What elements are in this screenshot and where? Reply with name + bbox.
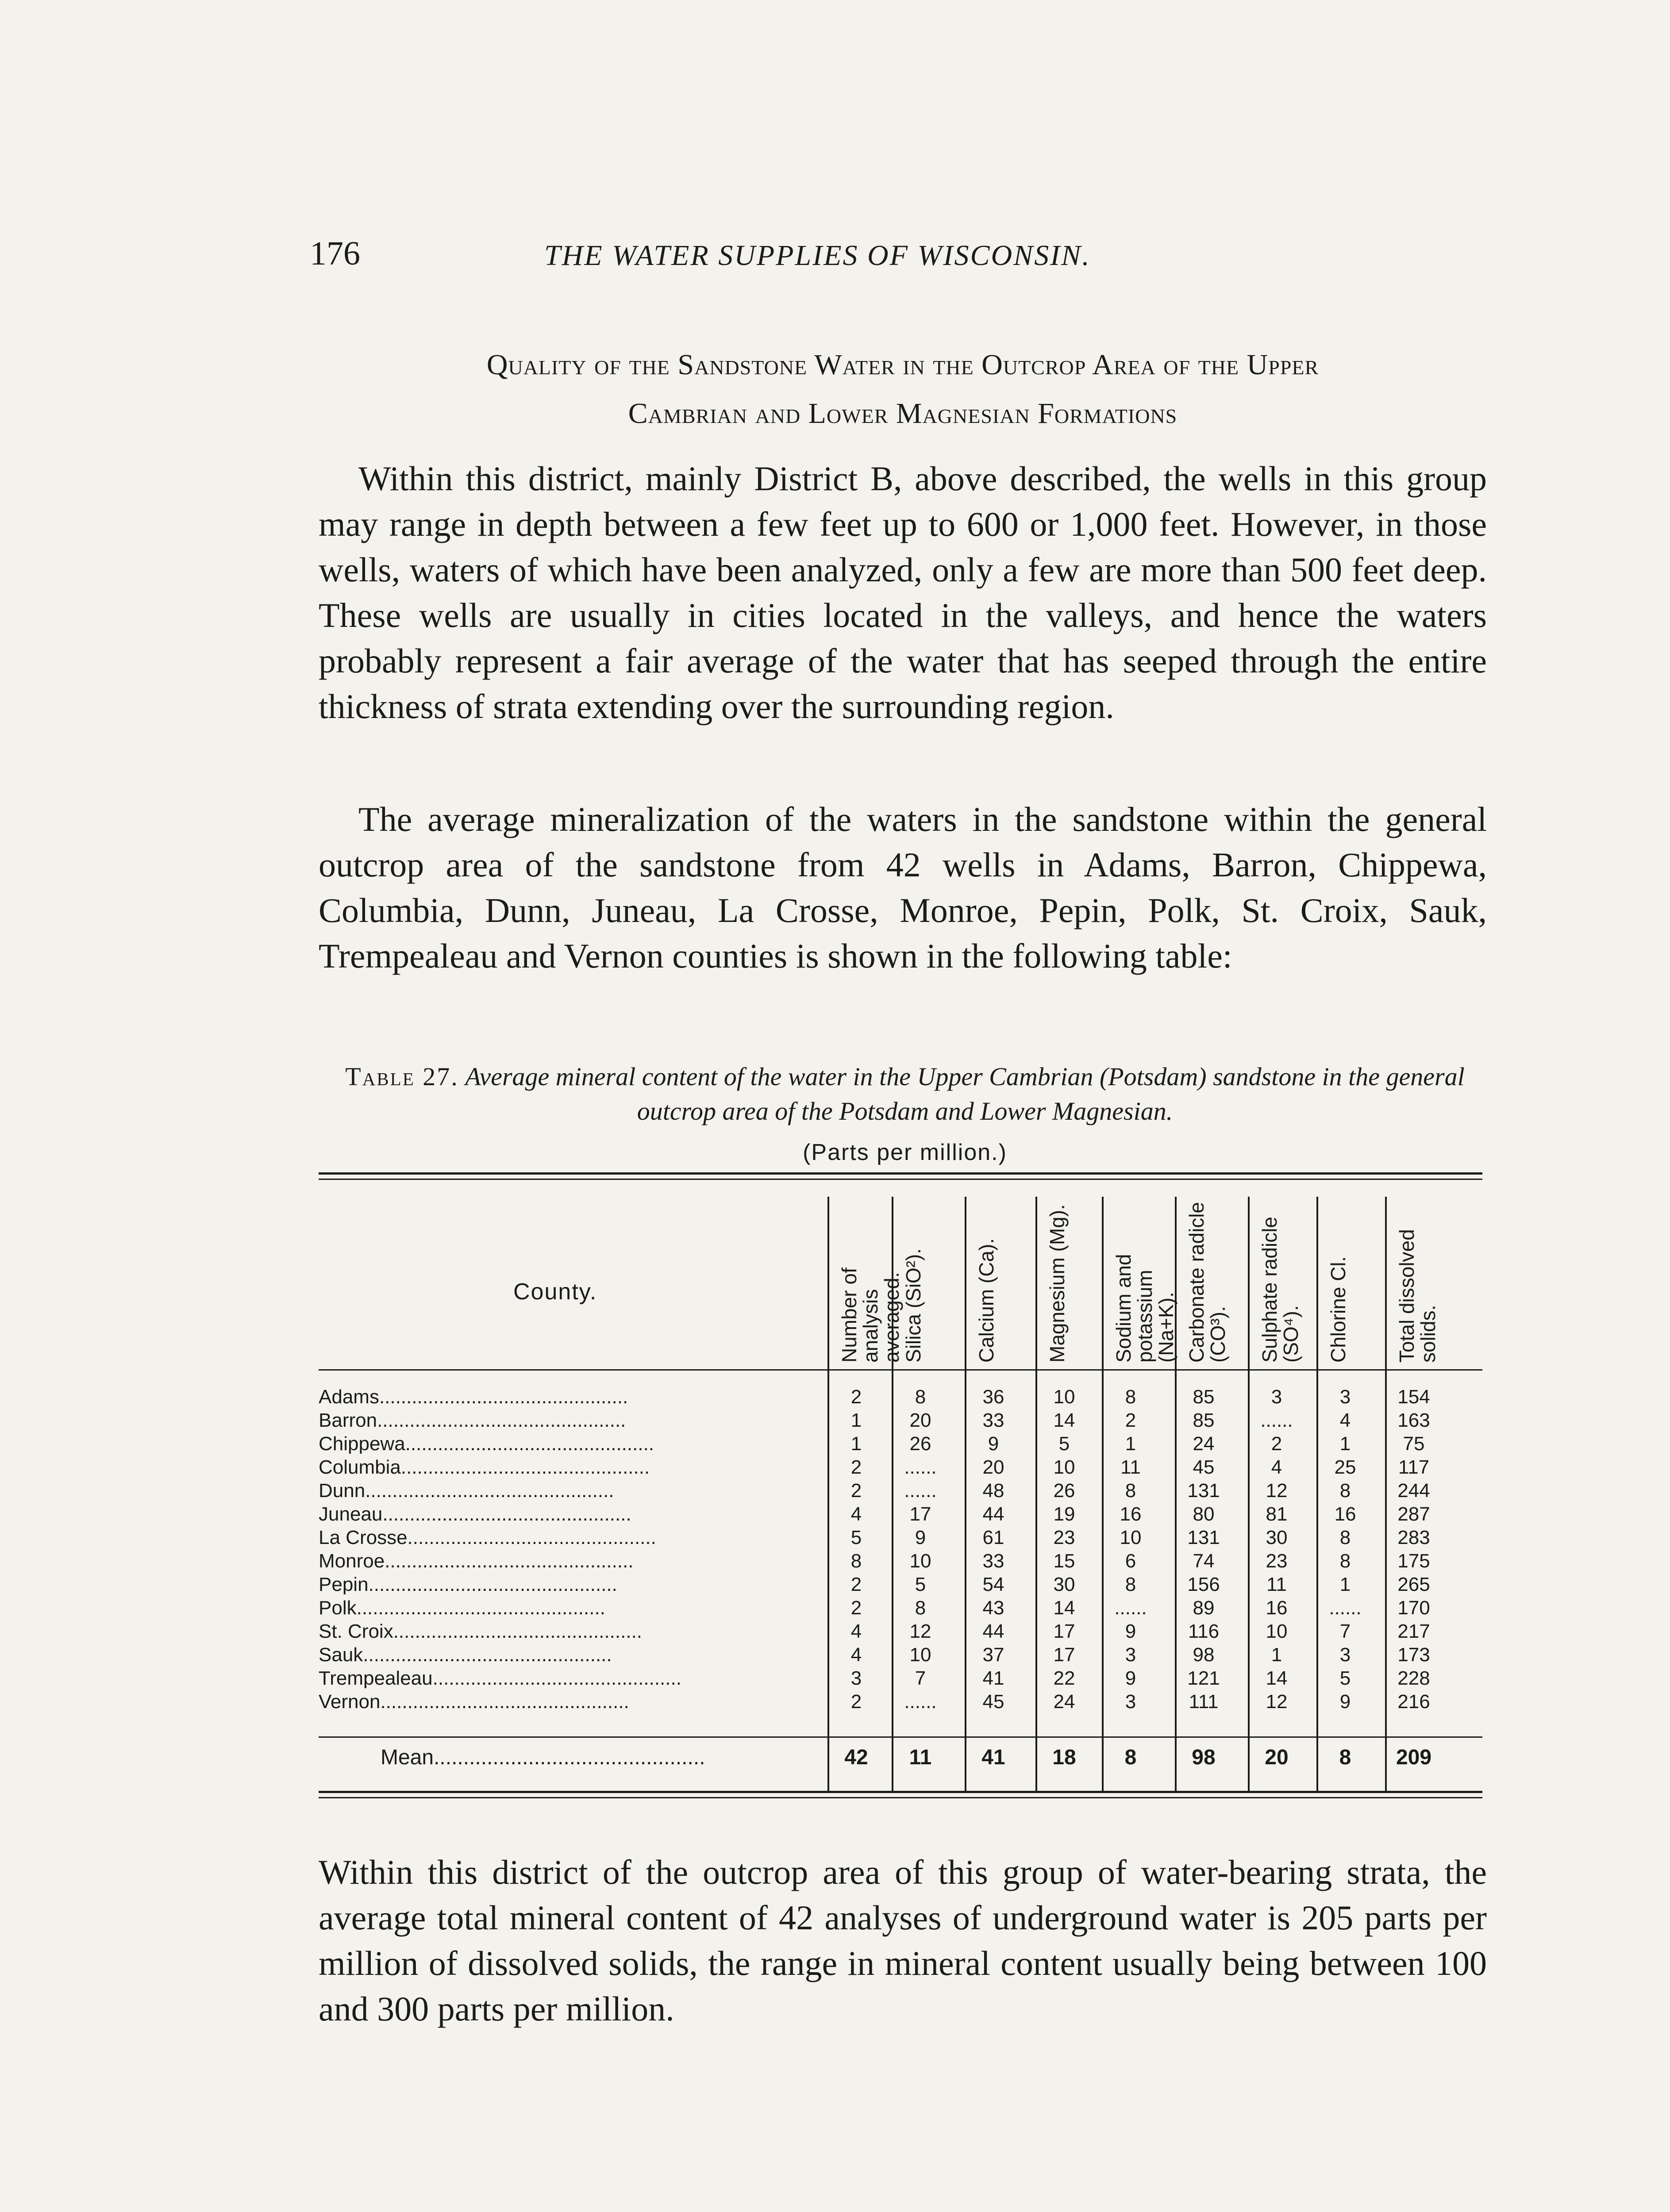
table-cell: 3 [1271,1386,1282,1408]
table-cell: 7 [1339,1621,1351,1642]
table-cell: 23 [1266,1550,1288,1572]
table-cell: 16 [1334,1503,1356,1525]
county-name: Adams.............................................. [319,1387,628,1407]
table-top-rule-2 [319,1179,1482,1180]
table-row [319,1692,1482,1712]
table-cell: 14 [1266,1667,1288,1689]
mean-cell: 20 [1265,1746,1289,1769]
table-cell: 33 [982,1550,1004,1572]
table-cell: 2 [850,1574,862,1595]
table-row [319,1457,1482,1477]
county-name: Chippewa.............................................. [319,1434,654,1454]
table-cell: 9 [988,1433,999,1455]
table-cell: 61 [982,1527,1004,1548]
table-row [319,1645,1482,1665]
table-cell: 131 [1187,1480,1220,1502]
table-row [319,1528,1482,1548]
table-cell: 7 [915,1667,926,1689]
table-cell: 283 [1397,1527,1430,1548]
table-cell: 5 [1339,1667,1351,1689]
table-cell: 12 [1266,1480,1288,1502]
table-cell: 116 [1188,1621,1220,1642]
table-cell: 1 [1271,1644,1282,1666]
table-cell: 3 [1125,1691,1136,1713]
table-cell: 4 [850,1503,862,1525]
table-cell: 16 [1266,1597,1288,1619]
table-row [319,1434,1482,1454]
table-row [319,1575,1482,1594]
table-cell: 44 [982,1621,1004,1642]
table-cell: 8 [1339,1550,1351,1572]
table-cell: 45 [1193,1456,1215,1478]
mean-cell: 8 [1124,1746,1137,1769]
table-cell: 4 [1271,1456,1282,1478]
table-cell: 54 [982,1574,1004,1595]
table-cell: 5 [850,1527,862,1548]
table-cell: 26 [909,1433,931,1455]
table-cell: 3 [1125,1644,1136,1666]
table-cell: 10 [909,1550,931,1572]
table-cell: 2 [850,1691,862,1713]
table-cell: 11 [1266,1574,1287,1595]
table-cell: 24 [1193,1433,1215,1455]
table-cell: 89 [1193,1597,1215,1619]
table-cell: 5 [915,1574,926,1595]
mean-cell: 18 [1052,1746,1076,1769]
table-cell: 10 [1120,1527,1142,1548]
table-caption [319,1060,1491,1129]
table-cell: 1 [1339,1433,1351,1455]
table-cell: 1 [850,1409,862,1431]
mean-cell: 98 [1192,1746,1216,1769]
table-cell: 2 [850,1597,862,1619]
county-name: Vernon.............................................. [319,1692,629,1712]
table-cell: 74 [1193,1550,1215,1572]
table-cell: 175 [1397,1550,1430,1572]
column-header: Number of analysis averaged. [838,1267,903,1363]
county-name: La Crosse.............................................. [319,1528,656,1548]
county-name: St. Croix.............................................. [319,1621,643,1641]
paragraph-1: Within this district, mainly District B, above described, the wells in this group may range in depth between a few feet up to 600 or 1,000 feet. However, in those wells, waters of which have been analyzed, only a few are more than 500 feet deep. These wells are usually in cities located in the valleys, and hence the waters probably represent a fair average of the water that has seeped through the entire thickness of strata extending over the surrounding region. [319,459,1487,726]
table-cell: 33 [982,1409,1004,1431]
mean-cell: 209 [1396,1746,1432,1769]
table-row [319,1668,1482,1688]
table-cell: 9 [1125,1667,1136,1689]
table-cell: 22 [1053,1667,1075,1689]
table-bottom-rule-2 [319,1797,1482,1798]
table-cell: 12 [1266,1691,1288,1713]
column-header: Total dissolved solids. [1395,1229,1439,1363]
mean-label: Mean.............................................. [381,1746,705,1769]
county-name: Pepin.............................................. [319,1575,617,1594]
table-cell: 43 [982,1597,1004,1619]
table-cell: 117 [1398,1456,1430,1478]
county-name: Columbia.............................................. [319,1457,650,1477]
table-cell: 36 [982,1386,1004,1408]
table-cell: 4 [850,1644,862,1666]
table-cell: 2 [1271,1433,1282,1455]
table-cell: 10 [1266,1621,1288,1642]
running-title: THE WATER SUPPLIES OF WISCONSIN. [544,239,1091,272]
table-units: (Parts per million.) [803,1140,1007,1165]
table-cell: 2 [850,1456,862,1478]
table-cell: 11 [1120,1456,1141,1478]
paragraph-3: Within this district of the outcrop area of this group of water-bearing strata, the average total mineral content of 42 analyses of underground water is 205 parts per million of dissolved solids, the range in mineral content usually being between 100 and 300 parts per million. [319,1853,1487,2028]
table-cell: 4 [850,1621,862,1642]
table-mean-rule [319,1736,1482,1738]
county-column-header: County. [513,1279,597,1305]
table-cell: 5 [1058,1433,1070,1455]
mineral-table [319,1172,1482,1805]
table-cell: 265 [1397,1574,1430,1595]
table-cell: 8 [1125,1574,1136,1595]
table-cell: 45 [982,1691,1004,1713]
table-row [319,1481,1482,1501]
table-row [319,1551,1482,1571]
column-header: Calcium (Ca). [975,1238,998,1363]
table-cell: 85 [1193,1409,1215,1431]
county-name: Dunn.............................................. [319,1481,614,1501]
table-cell: ...... [1114,1597,1147,1619]
county-name: Sauk.............................................. [319,1645,612,1665]
table-cell: 156 [1187,1574,1220,1595]
table-cell: 9 [1125,1621,1136,1642]
table-cell: ...... [904,1691,937,1713]
county-name: Trempealeau.............................................. [319,1668,681,1688]
table-row [319,1598,1482,1618]
table-cell: 3 [850,1667,862,1689]
table-cell: 228 [1397,1667,1430,1689]
table-cell: 173 [1397,1644,1430,1666]
table-cell: 111 [1189,1691,1219,1713]
section-title-line-2: Cambrian and Lower Magnesian Formations [628,397,1177,430]
table-row [319,1504,1482,1524]
table-cell: 41 [982,1667,1004,1689]
table-header-rule [319,1369,1482,1371]
table-cell: 17 [909,1503,931,1525]
table-cell: 3 [1339,1644,1351,1666]
table-cell: 15 [1053,1550,1075,1572]
mean-cell: 11 [909,1746,932,1769]
table-cell: 44 [982,1503,1004,1525]
table-cell: ...... [1260,1409,1293,1431]
table-cell: 1 [850,1433,862,1455]
table-cell: 80 [1193,1503,1215,1525]
table-cell: 10 [1053,1456,1075,1478]
table-cell: 121 [1187,1667,1220,1689]
table-cell: 6 [1125,1550,1136,1572]
table-cell: 48 [982,1480,1004,1502]
table-cell: 8 [1125,1386,1136,1408]
table-cell: 2 [1125,1409,1136,1431]
table-cell: 2 [850,1480,862,1502]
mean-cell: 8 [1339,1746,1351,1769]
table-cell: 16 [1120,1503,1142,1525]
table-cell: 20 [909,1409,931,1431]
table-cell: 30 [1053,1574,1075,1595]
table-cell: 8 [915,1386,926,1408]
table-cell: 23 [1053,1527,1075,1548]
table-cell: 30 [1266,1527,1288,1548]
page-number: 176 [310,235,360,272]
paragraph-2: The average mineralization of the waters in the sandstone within the general outcrop area of the sandstone from 42 wells in Adams, Barron, Chippewa, Columbia, Dunn, Juneau, La Crosse, Monroe, Pepin, Polk, St. Croix, Sauk, Trempealeau and Vernon counties is shown in the following table: [319,800,1487,975]
table-row [319,1621,1482,1641]
table-cell: 8 [915,1597,926,1619]
section-title [310,341,1496,438]
table-cell: 37 [982,1644,1004,1666]
table-cell: 4 [1339,1409,1351,1431]
column-header: Sodium and potassium (Na+K). [1112,1254,1177,1363]
table-cell: 81 [1266,1503,1288,1525]
table-cell: 8 [1125,1480,1136,1502]
table-cell: 75 [1403,1433,1425,1455]
county-name: Juneau.............................................. [319,1504,631,1524]
table-cell: ...... [904,1480,937,1502]
table-cell: 19 [1053,1503,1075,1525]
table-caption-text: Average mineral content of the water in the Upper Cambrian (Potsdam) sandstone in the general outcrop area of the Potsdam and Lower Magnesian. [465,1062,1465,1125]
table-cell: 217 [1397,1621,1430,1642]
table-top-rule [319,1172,1482,1175]
table-row [319,1387,1482,1407]
table-cell: 163 [1397,1409,1430,1431]
table-cell: ...... [1329,1597,1362,1619]
table-cell: 154 [1397,1386,1430,1408]
table-cell: 98 [1193,1644,1215,1666]
county-name: Barron.............................................. [319,1410,626,1430]
county-name: Monroe.............................................. [319,1551,634,1571]
column-header: Sulphate radicle (SO⁴). [1258,1217,1302,1363]
table-cell: 26 [1053,1480,1075,1502]
table-cell: 12 [909,1621,931,1642]
table-cell: 10 [1053,1386,1075,1408]
table-cell: 17 [1053,1621,1075,1642]
table-cell: 287 [1397,1503,1430,1525]
section-title-line-1: Quality of the Sandstone Water in the Outcrop Area of the Upper [486,349,1319,381]
table-cell: 8 [1339,1480,1351,1502]
table-label: Table 27. [345,1062,459,1091]
table-cell: 131 [1187,1527,1220,1548]
table-cell: 8 [1339,1527,1351,1548]
table-cell: 20 [982,1456,1004,1478]
county-name: Polk.............................................. [319,1598,605,1618]
table-cell: 170 [1397,1597,1430,1619]
table-cell: 1 [1339,1574,1351,1595]
column-header: Carbonate radicle (CO³). [1185,1202,1229,1363]
table-cell: 24 [1053,1691,1075,1713]
column-header: Magnesium (Mg). [1046,1204,1069,1363]
table-cell: 10 [909,1644,931,1666]
column-header: Silica (SiO²). [902,1248,925,1363]
table-cell: 3 [1339,1386,1351,1408]
table-cell: 14 [1053,1597,1075,1619]
table-row [319,1410,1482,1430]
table-cell: 25 [1334,1456,1356,1478]
mean-cell: 41 [981,1746,1005,1769]
table-cell: 8 [850,1550,862,1572]
table-cell: 244 [1397,1480,1430,1502]
table-cell: 9 [915,1527,926,1548]
table-bottom-rule [319,1791,1482,1793]
table-cell: 1 [1125,1433,1136,1455]
table-cell: 9 [1339,1691,1351,1713]
mean-cell: 42 [844,1746,868,1769]
table-cell: 216 [1397,1691,1430,1713]
table-cell: 17 [1053,1644,1075,1666]
column-header: Chlorine Cl. [1327,1256,1350,1363]
table-cell: ...... [904,1456,937,1478]
table-cell: 2 [850,1386,862,1408]
table-cell: 14 [1053,1409,1075,1431]
table-cell: 85 [1193,1386,1215,1408]
